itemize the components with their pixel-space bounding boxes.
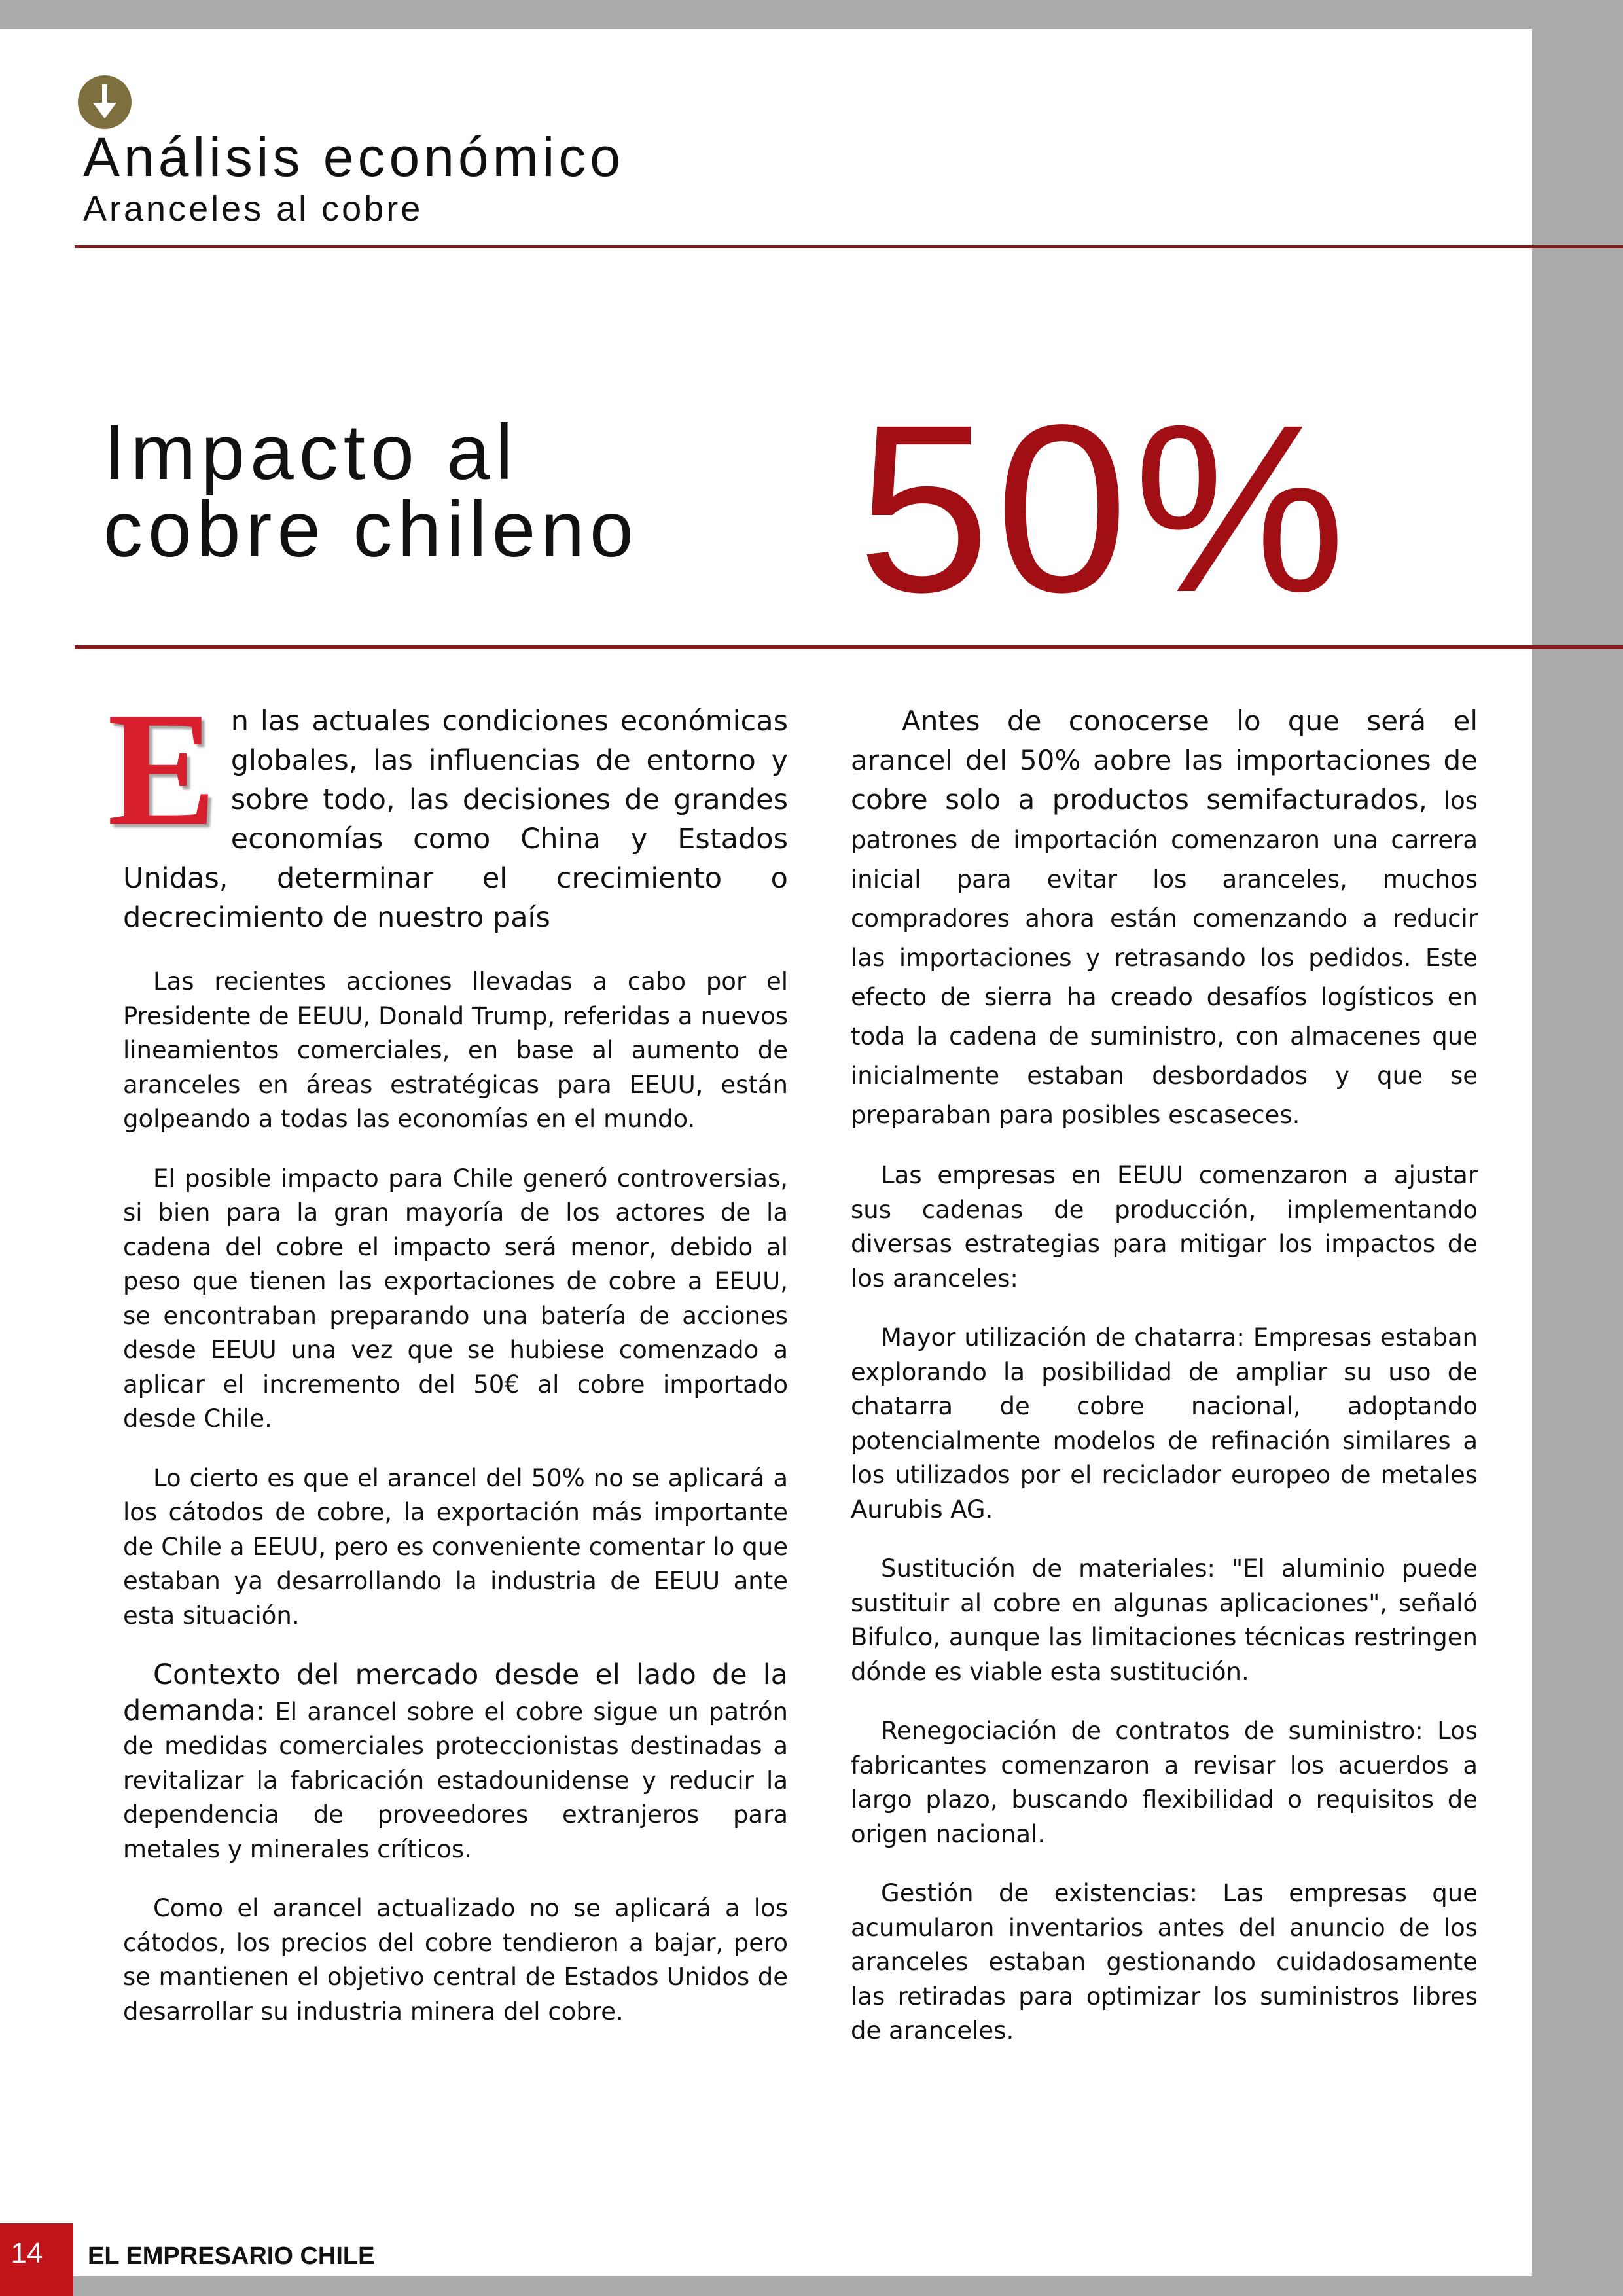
article-column-right xyxy=(851,702,1478,2073)
dropcap: E xyxy=(107,679,217,860)
lead-text: n las actuales condiciones económicas globales, las influencias de entorno y sobre todo, las decisiones de grandes economías como China y Estados Unidas, determinar el crecimiento o decrecimiento de nuestro país xyxy=(123,705,788,934)
right-lead-continued: los patrones de importación comenzaron una carrera inicial para evitar los aranceles, muchos compradores ahora están comenzando a reducir las importaciones y retrasando los pedidos. Este efecto de sierra ha creado desafíos logísticos en toda la cadena de suministro, con almacenes que inicialmente estaban desbordados y que se preparaban para posibles escaseces. xyxy=(851,787,1478,1129)
header-divider xyxy=(75,245,1623,248)
section-badge xyxy=(78,75,132,129)
strategy-paragraph: Gestión de existencias: Las empresas que acumularon inventarios antes del anuncio de los aranceles estaban gestionando cuidadosamente las retiradas para optimizar los suministros libres de aranceles. xyxy=(851,1879,1478,2045)
closing-paragraph: Como el arancel actualizado no se aplicará a los cátodos, los precios del cobre tendieron a bajar, pero se mantienen el objetivo central de Estados Unidos de desarrollar su industria minera del cobre. xyxy=(123,1894,788,2026)
headline xyxy=(103,408,639,573)
body-paragraph: Las recientes acciones llevadas a cabo por el Presidente de EEUU, Donald Trump, referidas a nuevos lineamientos comerciales, en base al aumento de aranceles en áreas estratégicas para EEUU, están golpeando a todas las economías en el mundo. xyxy=(123,967,788,1133)
big-percent-figure: 50% xyxy=(857,376,1351,642)
context-heading: Contexto del mercado desde el lado de la demanda: xyxy=(123,1659,788,1727)
article-column-left xyxy=(107,679,788,2054)
headline-line-2: cobre chileno xyxy=(103,486,639,573)
right-lead-paragraph xyxy=(851,702,1478,1134)
context-body: El arancel sobre el cobre sigue un patrón de medidas comerciales proteccionistas destinadas a revitalizar la fabricación estadounidense y reducir la dependencia de proveedores extranjeros para metales y minerales críticos. xyxy=(123,1697,788,1863)
body-paragraph: Lo cierto es que el arancel del 50% no se aplicará a los cátodos de cobre, la exportación más importante de Chile a EEUU, pero es conveniente comentar lo que estaban ya desarrollando la industria de EEUU ante esta situación. xyxy=(123,1463,788,1630)
body-paragraph: El posible impacto para Chile generó controversias, si bien para la gran mayoría de los actores de la cadena del cobre el impacto será menor, debido al peso que tienen las exportaciones de cobre a EEUU, se encontraban preparando una batería de acciones desde EEUU una vez que se hubiese comenzado a aplicar el incremento del 50€ al cobre importado desde Chile. xyxy=(123,1164,788,1433)
section-title: Análisis económico xyxy=(83,126,625,188)
body-paragraph: Las empresas en EEUU comenzaron a ajustar sus cadenas de producción, implementando diversas estrategias para mitigar los impactos de los aranceles: xyxy=(851,1161,1478,1293)
magazine-name: EL EMPRESARIO CHILE xyxy=(88,2242,375,2270)
lead-paragraph xyxy=(107,679,788,937)
section-subtitle: Aranceles al cobre xyxy=(83,189,423,228)
page-number: 14 xyxy=(10,2237,43,2269)
strategy-paragraph: Mayor utilización de chatarra: Empresas estaban explorando la posibilidad de ampliar su uso de chatarra de cobre nacional, adoptando potencialmente modelos de refinación similares a los utilizados por el reciclador europeo de metales Aurubis AG. xyxy=(851,1323,1478,1524)
headline-divider xyxy=(75,645,1623,649)
strategy-paragraph: Renegociación de contratos de suministro: Los fabricantes comenzaron a revisar los acuerdos a largo plazo, buscando flexibilidad o requisitos de origen nacional. xyxy=(851,1717,1478,1848)
right-lead-text: Antes de conocerse lo que será el arancel del 50% aobre las importaciones de cobre solo a productos semifacturados, xyxy=(851,705,1478,816)
strategy-paragraph: Sustitución de materiales: "El aluminio puede sustituir al cobre en algunas aplicaciones", señaló Bifulco, aunque las limitaciones técnicas restringen dónde es viable esta sustitución. xyxy=(851,1554,1478,1686)
headline-line-1: Impacto al xyxy=(103,408,518,496)
context-paragraph xyxy=(123,1658,788,1867)
arrow-down-icon xyxy=(92,84,118,120)
